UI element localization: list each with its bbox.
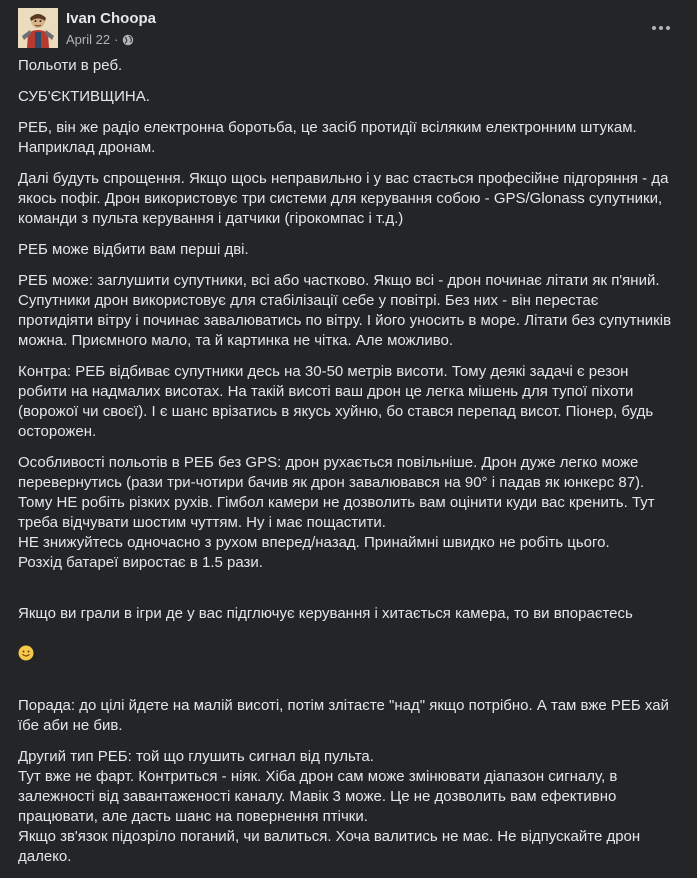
meta-separator: · — [114, 32, 119, 47]
post-paragraph: РЕБ, він же радіо електронна боротьба, це засіб протидії всіляким електронним штукам. Наприклад дронам. — [18, 119, 637, 156]
post-paragraph: Якщо ви грали в ігри де у вас підглючує керування і хитається камера, то ви впораєтесь — [18, 605, 633, 622]
post-paragraph: Порада: до цілі йдете на малій висоті, потім злітаєте "над" якщо потрібно. А там вже РЕБ хай їбе аби не бив. — [18, 697, 669, 734]
post-paragraph: Особливості польотів в РЕБ без GPS: дрон рухається повільніше. Дрон дуже легко може перевернутись (рази три-чотири бачив як дрон завалювався на 90° і падав як юнкерс 87). Тому НЕ робіть різких рухів. Гімбол камери не дозволить вам оцінити куди вас кренить. Тут треба відчувати шостим чуттям. Ну і має пощастити. НЕ знижуйтесь одночасно з рухом вперед/назад. Принаймні швидко не робіть цього. Розхід батареї виростає в 1.5 рази. — [18, 454, 655, 571]
more-options-button[interactable] — [645, 12, 677, 44]
more-horizontal-icon — [651, 25, 671, 31]
post-header — [18, 8, 677, 50]
globe-icon[interactable] — [122, 34, 134, 46]
post-paragraph: Польоти в реб. — [18, 57, 123, 74]
post-paragraph: РЕБ може відбити вам перші дві. — [18, 241, 249, 258]
post-paragraph: РЕБ може: заглушити супутники, всі або частково. Якщо всі - дрон починає літати як п'яний. Супутники дрон використовує для стабілізації себе у повітрі. Без них - він перестає протидіяти вітру і починає завалюватись по вітру. І його уносить в море. Літати без супутників можна. Приємного мало, та й картинка не чітка. Але можливо. — [18, 272, 672, 349]
post-meta — [66, 32, 134, 47]
post-paragraph: Другий тип РЕБ: той що глушить сигнал від пульта. Тут вже не фарт. Контриться - ніяк. Хіба дрон сам може змінювати діапазон сигналу, в залежності від завантаженості каналу. Мавік 3 може. Це не дозволить вам ефективно працювати, але дасть шанс на повернення птічки. Якщо зв'язок підозріло поганий, чи валиться. Хоча валитись не має. Не відпускайте дрон далеко. — [18, 748, 641, 865]
avatar-illustration — [18, 8, 58, 48]
emoji-line — [18, 625, 673, 665]
post-paragraph: Далі будуть спрощення. Якщо щось неправильно і у вас стається професійне підгоряння - да якось пофіг. Дрон використовує три системи для керування собою - GPS/Glonass супутники, команди з пульта керування і датчики (гірокомпас і т.д.) — [18, 170, 669, 227]
slightly-smiling-face-icon — [18, 645, 34, 661]
post-date[interactable]: April 22 — [66, 32, 111, 47]
post-paragraph: Контра: РЕБ відбиває супутники десь на 30-50 метрів висоти. Тому деякі задачі є резон робити на надмалих висотах. На такій висоті ваш дрон це легка мішень для тупої піхоти (ворожої чи своєї). І є шанс врізатись в якусь хуйню, бо стався перепад висот. Піонер, будь осторожен. — [18, 363, 654, 440]
post-paragraph: СУБ'ЄКТИВЩИНА. — [18, 88, 150, 105]
avatar[interactable] — [18, 8, 58, 48]
post-paragraph-with-emoji — [18, 584, 673, 685]
author-name[interactable]: Ivan Choopa — [66, 10, 157, 27]
post-text — [18, 56, 673, 878]
